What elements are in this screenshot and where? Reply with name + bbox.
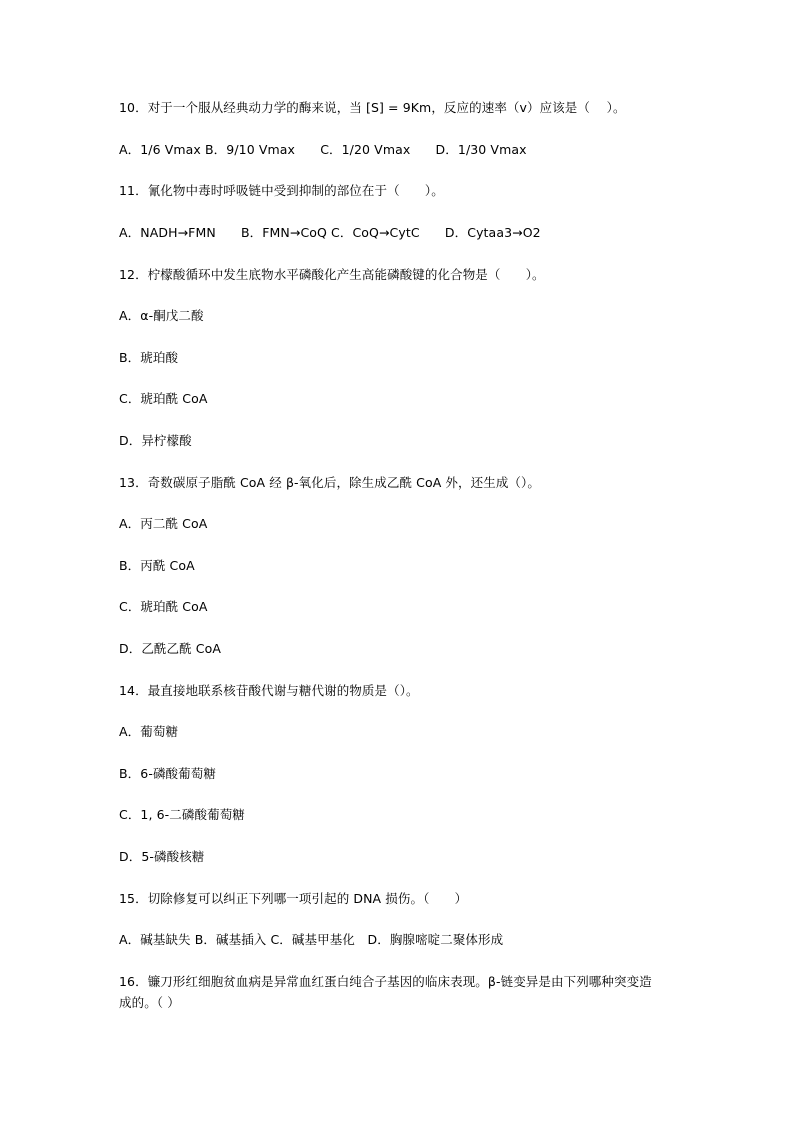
question-14-option-d: D．5-磷酸核糖 (119, 849, 205, 864)
question-12: 12．柠檬酸循环中发生底物水平磷酸化产生高能磷酸键的化合物是（ ）。 (119, 267, 545, 282)
question-15: 15．切除修复可以纠正下列哪一项引起的 DNA 损伤。（ ） (119, 891, 468, 906)
question-12-option-c: C．琥珀酰 CoA (119, 391, 208, 406)
question-10-options: A．1/6 Vmax B．9/10 Vmax C．1/20 Vmax D．1/30 Vmax (119, 142, 527, 157)
question-13: 13．奇数碳原子脂酰 CoA 经 β-氧化后，除生成乙酰 CoA 外，还生成（）。 (119, 475, 540, 490)
question-13-option-b: B．丙酰 CoA (119, 558, 195, 573)
question-10: 10．对于一个服从经典动力学的酶来说，当 [S] = 9Km，反应的速率（v）应该是（ ）。 (119, 100, 626, 115)
question-16: 16．镰刀形红细胞贫血病是异常血红蛋白纯合子基因的临床表现。β-链变异是由下列哪种突变造成的。（ ） (119, 974, 652, 1010)
question-14-option-b: B．6-磷酸葡萄糖 (119, 766, 216, 781)
question-12-option-d: D．异柠檬酸 (119, 433, 192, 448)
question-13-option-c: C．琥珀酰 CoA (119, 599, 208, 614)
question-14: 14．最直接地联系核苷酸代谢与糖代谢的物质是（）。 (119, 683, 419, 698)
question-12-option-b: B．琥珀酸 (119, 350, 179, 365)
question-13-option-a: A．丙二酰 CoA (119, 516, 208, 531)
question-11-options: A．NADH→FMN B．FMN→CoQ C．CoQ→CytC D．Cytaa3→O2 (119, 225, 541, 240)
question-13-option-d: D．乙酰乙酰 CoA (119, 641, 222, 656)
question-11: 11．氰化物中毒时呼吸链中受到抑制的部位在于（ ）。 (119, 183, 444, 198)
question-12-option-a: A．α-酮戊二酸 (119, 308, 204, 323)
question-15-options: A．碱基缺失 B．碱基插入 C．碱基甲基化 D．胸腺嘧啶二聚体形成 (119, 932, 504, 947)
question-14-option-c: C．1, 6-二磷酸葡萄糖 (119, 807, 245, 822)
question-14-option-a: A．葡萄糖 (119, 724, 179, 739)
